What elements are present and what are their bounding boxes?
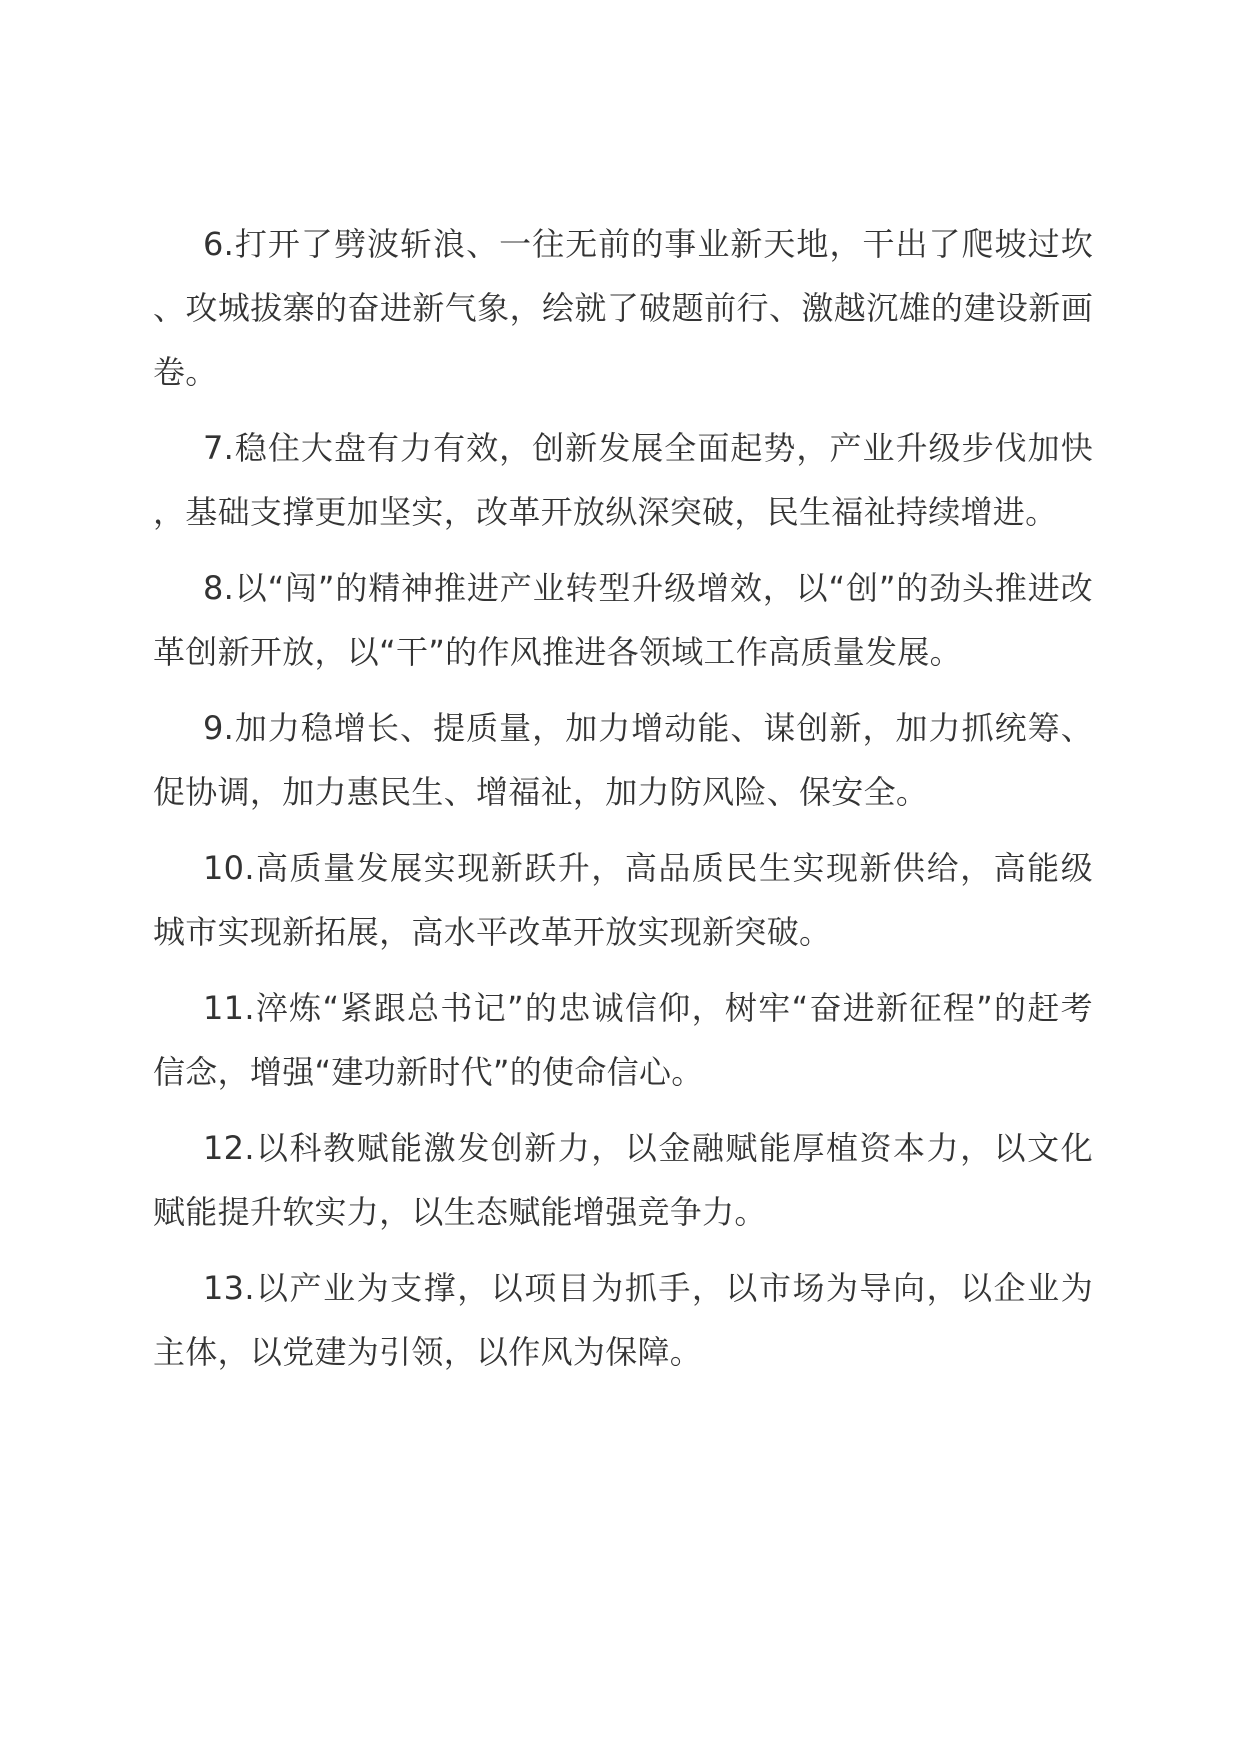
paragraph-12: 12.以科教赋能激发创新力，以金融赋能厚植资本力，以文化赋能提升软实力，以生态赋能增强竞争力。 <box>153 1129 1093 1231</box>
document-body <box>153 212 1093 1396</box>
paragraph-7: 7.稳住大盘有力有效，创新发展全面起势，产业升级步伐加快，基础支撑更加坚实，改革开放纵深突破，民生福祉持续增进。 <box>153 429 1093 531</box>
paragraph-11: 11.淬炼“紧跟总书记”的忠诚信仰，树牢“奋进新征程”的赶考信念，增强“建功新时代”的使命信心。 <box>153 989 1093 1091</box>
paragraph-9: 9.加力稳增长、提质量，加力增动能、谋创新，加力抓统筹、促协调，加力惠民生、增福祉，加力防风险、保安全。 <box>153 709 1093 811</box>
paragraph-8: 8.以“闯”的精神推进产业转型升级增效，以“创”的劲头推进改革创新开放，以“干”的作风推进各领域工作高质量发展。 <box>153 569 1093 671</box>
paragraph-6: 6.打开了劈波斩浪、一往无前的事业新天地，干出了爬坡过坎、攻城拔寨的奋进新气象，绘就了破题前行、激越沉雄的建设新画卷。 <box>153 225 1093 391</box>
paragraph-10: 10.高质量发展实现新跃升，高品质民生实现新供给，高能级城市实现新拓展，高水平改革开放实现新突破。 <box>153 849 1093 951</box>
paragraph-13: 13.以产业为支撑，以项目为抓手，以市场为导向，以企业为主体，以党建为引领，以作风为保障。 <box>153 1269 1093 1371</box>
